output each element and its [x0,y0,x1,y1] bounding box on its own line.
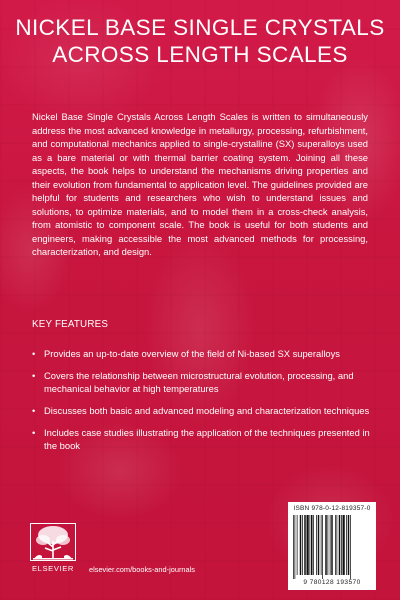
barcode-bar [293,515,294,579]
bullet-icon: • [32,348,36,359]
feature-text: Covers the relationship between microstructural evolution, processing, and mechanical behavior at high temperatures [44,369,354,395]
elsevier-logo [30,523,76,573]
feature-item [32,404,370,418]
barcode-bar [295,515,296,579]
feature-item [32,426,370,453]
title-line-2: ACROSS LENGTH SCALES [52,42,348,67]
barcode-bar [310,515,311,575]
barcode-bar [331,515,333,575]
feature-item [32,369,370,396]
barcode-bar [322,515,323,579]
bullet-icon: • [32,426,36,438]
barcode-bar [325,515,327,575]
barcode-number: 9 780128 193570 [303,579,361,586]
barcode-bar [343,515,345,575]
barcode-bar [311,515,313,575]
barcode-bar [350,515,351,579]
barcode-bar [307,515,309,575]
barcode-bar [348,515,350,575]
isbn-label: ISBN 978-0-12-819357-0 [293,505,371,512]
bullet-icon: • [32,404,36,416]
barcode-bar [297,515,298,575]
barcode-bar [346,515,347,575]
barcode-bar [335,515,336,575]
key-features-list [32,347,370,461]
barcode-bar [321,515,322,575]
barcode-graphic [292,515,372,579]
barcode-bar [316,515,317,575]
book-description: Nickel Base Single Crystals Across Length Scales is written to simultaneously address the most advanced knowledge in metallurgy, processing, refurbishment, and computational mechanics applied to single-crystalline (SX) superalloys used as a bare material or with thermal barrier coating system. Joining all these aspects, the book helps to understand the mechanisms driving properties and their evolution from fundamental to application level. The guidelines provided are helpful for students and researchers who wish to understand issues and solutions, to optimize materials, and to model them in a cross-check analysis, from atomistic to component scale. The book is useful for both students and engineers, making accessible the most advanced methods for processing, characterization, and design. [32,111,368,258]
elsevier-tree-icon [30,523,76,561]
barcode-bar [330,515,331,575]
barcode-bar [302,515,303,575]
title-line-1: NICKEL BASE SINGLE CRYSTALS [15,15,385,40]
publisher-url[interactable]: elsevier.com/books-and-journals [89,565,195,574]
barcode-bar [300,515,302,575]
feature-item [32,347,370,361]
feature-text: Discusses both basic and advanced modeling and characterization techniques [44,404,370,416]
barcode-bar [328,515,329,575]
book-title [0,14,400,68]
barcode-bar [318,515,320,575]
barcode-bar [313,515,314,575]
barcode-bar [304,515,306,575]
publisher-name: ELSEVIER [32,564,74,573]
key-features-heading: KEY FEATURES [32,319,109,330]
barcode-bar [339,515,341,575]
barcode-bar [337,515,338,575]
feature-text: Includes case studies illustrating the application of the techniques presented in the book [44,426,370,452]
barcode-panel [288,502,376,590]
bullet-icon: • [32,369,36,381]
barcode-bar [341,515,342,575]
feature-text: Provides an up-to-date overview of the field of Ni-based SX superalloys [44,348,340,359]
